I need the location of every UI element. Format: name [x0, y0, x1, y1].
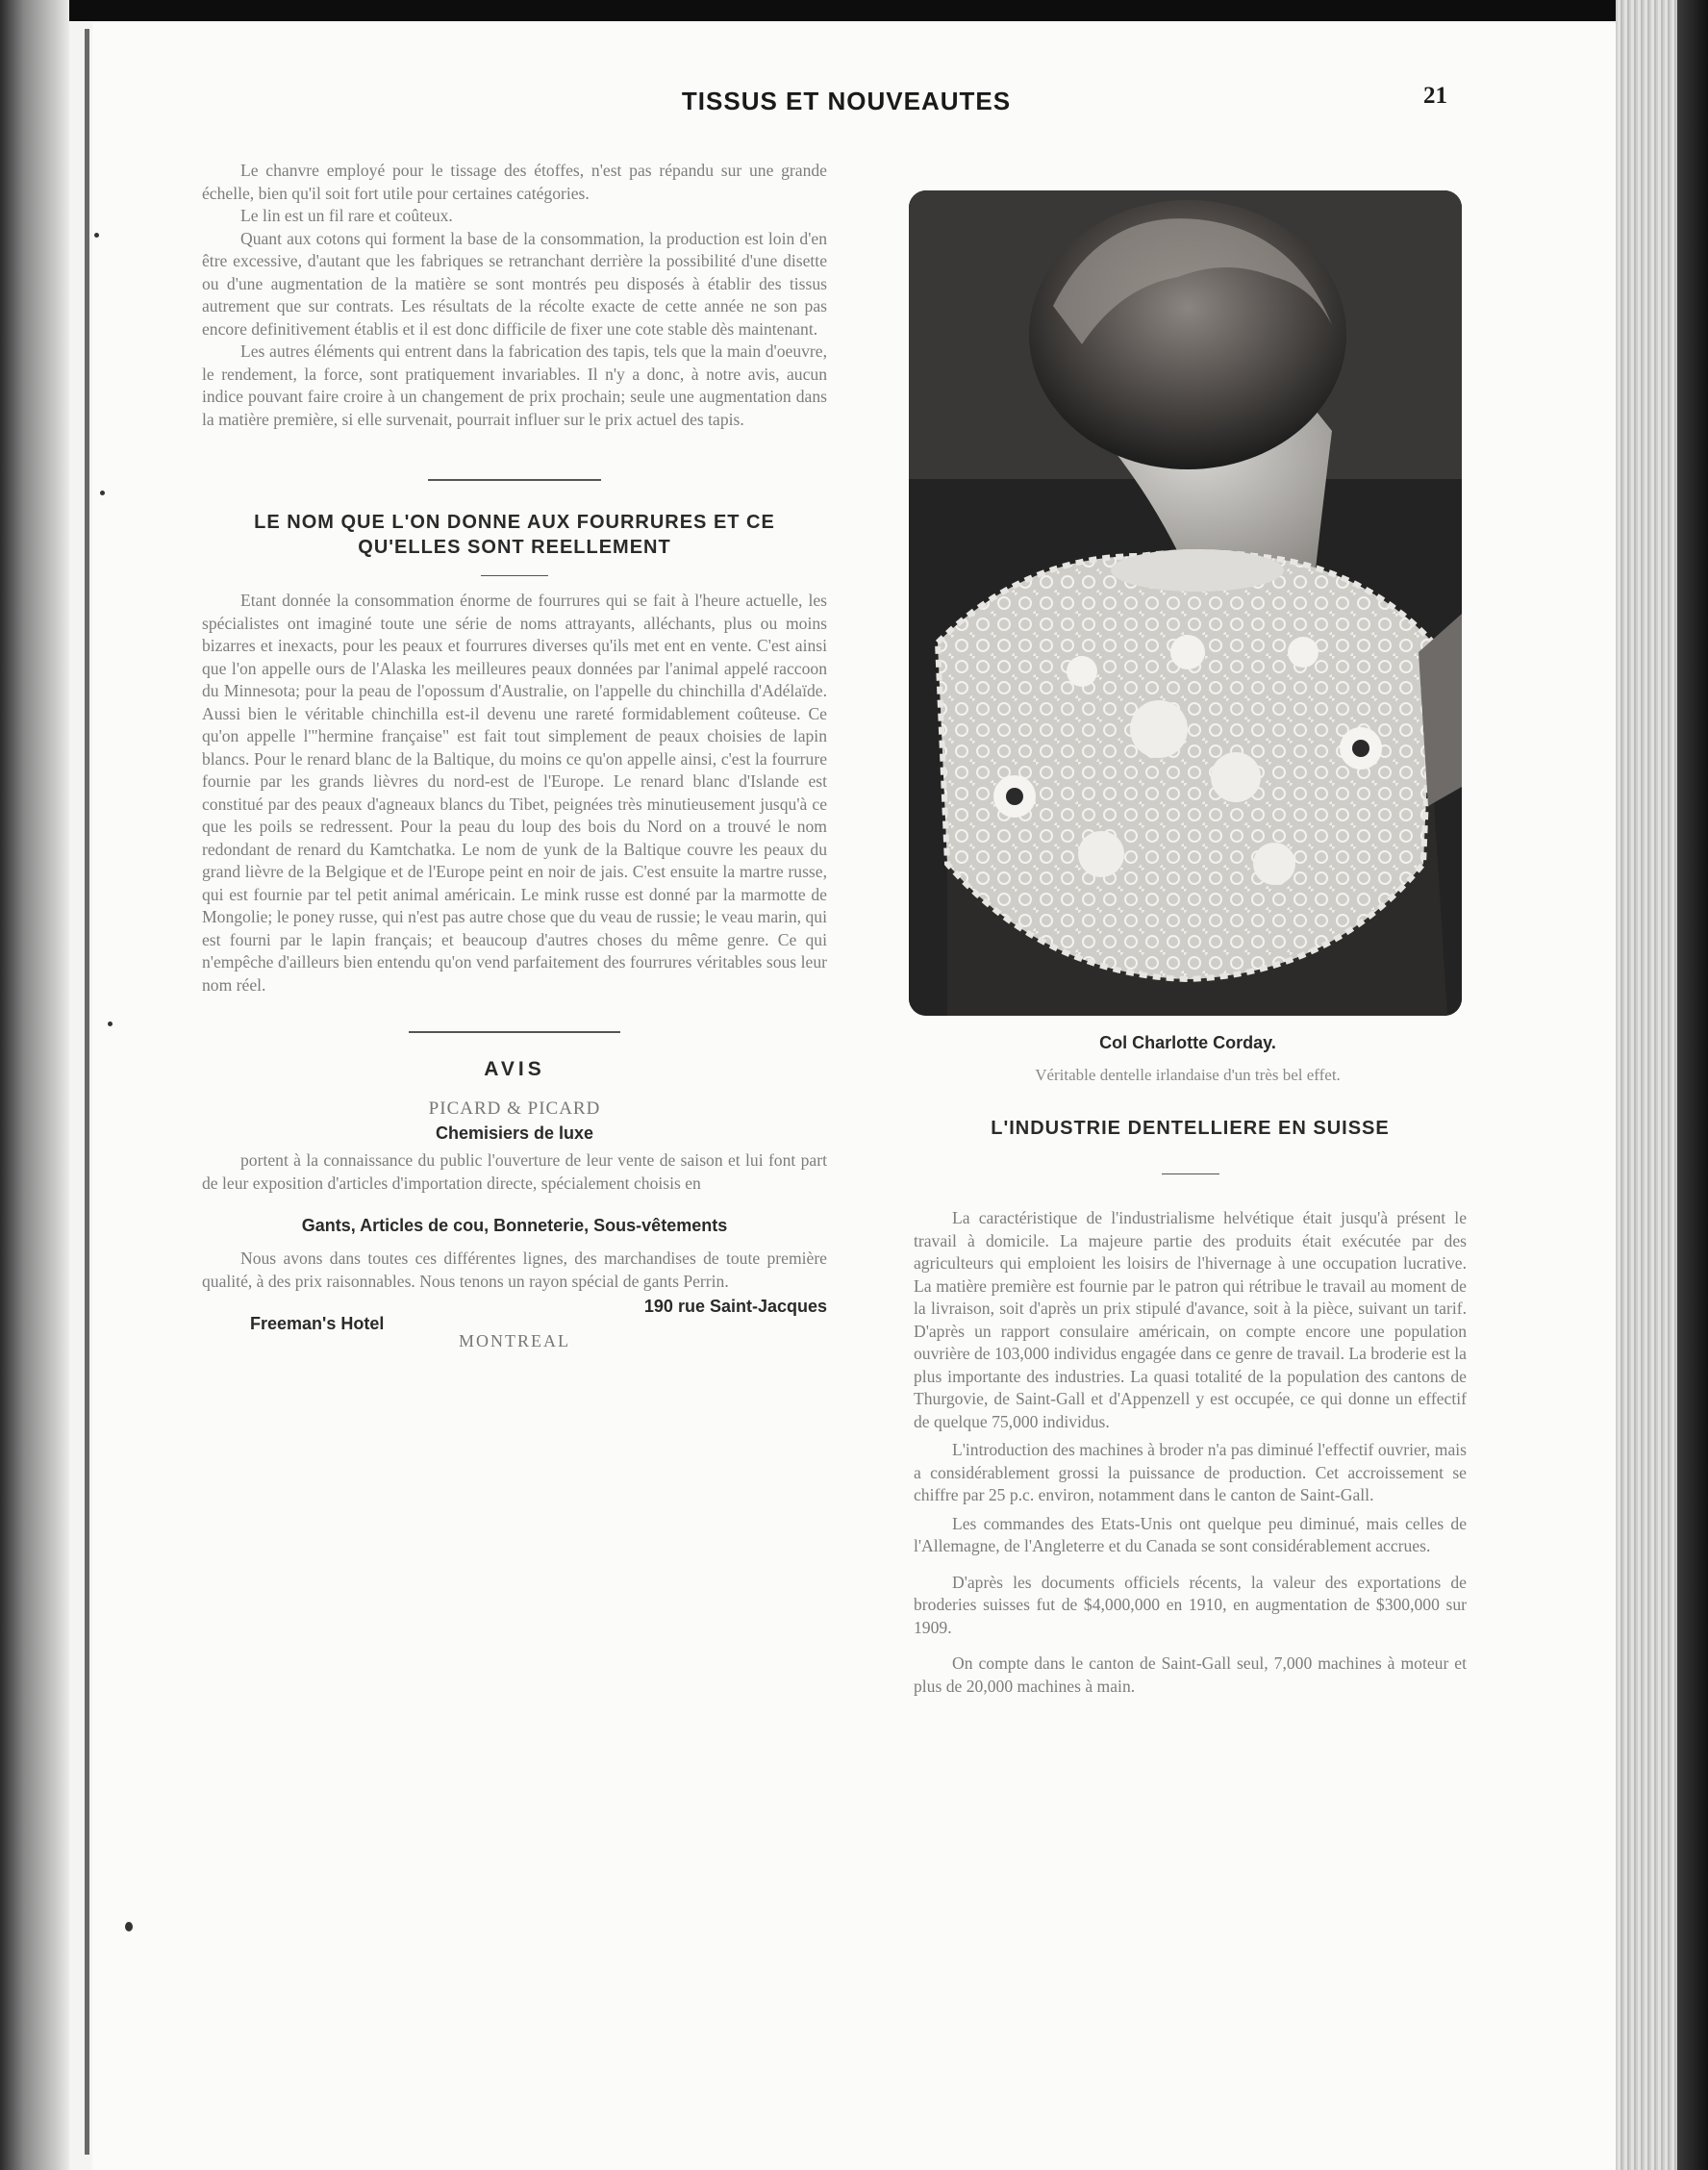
address-street: 190 rue Saint-Jacques — [643, 1297, 827, 1316]
avis-title: AVIS — [484, 1058, 545, 1080]
margin-mark — [94, 233, 99, 238]
avis-items: Gants, Articles de cou, Bonneterie, Sous-vêtements — [301, 1216, 728, 1235]
running-title: TISSUS ET NOUVEAUTES — [681, 87, 1012, 115]
gutter-shadow — [85, 29, 89, 2155]
paragraph: On compte dans le canton de Saint-Gall seul, 7,000 machines à moteur et plus de 20,000 machines à main. — [914, 1653, 1467, 1696]
lace-article-heading: L'INDUSTRIE DENTELLIERE EN SUISSE — [991, 1118, 1390, 1139]
section-divider — [428, 479, 601, 481]
fur-article-heading: LE NOM QUE L'ON DONNE AUX FOURRURES ET CE QU'ELLES SONT REELLEMENT — [254, 512, 775, 558]
paragraph: L'introduction des machines à broder n'a pas diminué l'effectif ouvrier, mais a considérablement grossi la puissance de production. Cet accroissement se chiffre par 25 p.c. environ, notamment dans le canton de Saint-Gall. — [914, 1440, 1467, 1504]
avis-subtitle: Chemisiers de luxe — [435, 1123, 594, 1143]
avis-body: Nous avons dans toutes ces différentes lignes, des marchandises de toute première qualité, à des prix raisonnables. Nous tenons un rayon spécial de gants Perrin. — [202, 1249, 827, 1291]
paragraph: Quant aux cotons qui forment la base de la consommation, la production est loin d'en être excessive, d'autant que les fabriques se retranchant derrière la possibilité d'une disette ou d'une augmentation de la matière se sont montrés peu disposés à établir des tissus autrement que sur contrats. Les résultats de la récolte exacte de cette année ne son pas encore definitivement établis et il est donc difficile de fixer une cote stable dès maintenant. — [202, 228, 827, 339]
margin-mark — [125, 1922, 133, 1931]
photo-illustration — [909, 190, 1462, 1016]
paragraph: Le chanvre employé pour le tissage des étoffes, n'est pas répandu sur une grande échelle, bien qu'il soit fort utile pour certaines catégories. — [202, 161, 827, 203]
avis-company: PICARD & PICARD — [428, 1098, 601, 1119]
photo-caption-subtitle: Véritable dentelle irlandaise d'un très bel effet. — [1035, 1066, 1341, 1084]
margin-mark — [108, 1022, 113, 1026]
scan-right-border — [1677, 0, 1708, 2170]
avis-address — [202, 1297, 827, 1337]
scan-top-border — [0, 0, 1708, 21]
margin-mark — [100, 491, 105, 495]
avis-city: MONTREAL — [459, 1331, 570, 1350]
paragraph: Le lin est un fil rare et coûteux. — [240, 206, 453, 225]
heading-underline — [481, 575, 548, 576]
page-number: 21 — [1423, 83, 1447, 109]
paragraph: La caractéristique de l'industrialisme helvétique était jusqu'à présent le travail à domicile. La majeure partie des produits était exécutée par des agriculteurs qui emploient les loisirs de l'hivernage à une occupation lucrative. La matière première est fournie par le patron qui rétribue le travail au moment de la livraison, soit d'après un prix stipulé d'avance, soit à la pièce, suivant un tarif. D'après un rapport consulaire américain, on compte encore une population ouvrière de 103,000 individus engagée dans ce genre de travail. La broderie est la plus importante des industries. La quasi totalité de la population des cantons de Thurgovie, de Saint-Gall et d'Appenzell y est occupée, ce qui donne un effectif de quelque 75,000 individus. — [914, 1208, 1467, 1431]
left-column — [202, 160, 827, 1351]
avis-intro: portent à la connaissance du public l'ouverture de leur vente de saison et lui font part de leur exposition d'articles d'importation directe, spécialement choisis en — [202, 1150, 827, 1193]
heading-underline — [1162, 1173, 1219, 1174]
lace-collar-photo — [909, 190, 1462, 1016]
paragraph: D'après les documents officiels récents, la valeur des exportations de broderies suisses fut de $4,000,000 en 1910, en augmentation de $300,000 sur 1909. — [914, 1572, 1467, 1637]
paragraph: Les commandes des Etats-Unis ont quelque peu diminué, mais celles de l'Allemagne, de l'Angleterre et du Canada se sont considérablement accrues. — [914, 1513, 1467, 1555]
book-spine — [0, 0, 69, 2170]
address-hotel: Freeman's Hotel — [250, 1314, 385, 1333]
photo-caption-title: Col Charlotte Corday. — [1099, 1033, 1276, 1052]
fur-article-body: Etant donnée la consommation énorme de fourrures qui se fait à l'heure actuelle, les spécialistes ont imaginé toute une série de noms attrayants, alléchants, plus ou moins bizarres et inexacts, pour les peaux et fourrures diverses qu'ils met ent en vente. C'est ainsi que l'on appelle ours de l'Alaska les meilleures peaux données par l'animal appelé raccoon du Minnesota; pour la peau de l'opossum d'Australie, on l'appelle du chinchilla d'Adélaïde. Aussi bien le véritable chinchilla est-il devenu une rareté formidablement coûteuse. Ce qu'on appelle l'"hermine française" est fait tout simplement de peaux choisies de lapin blancs. Pour le renard blanc de la Baltique, du moins ce qu'on appelle ainsi, c'est la fourrure fournie par les grands lièvres du nord-est de l'Europe. Le renard blanc d'Islande est constitué par des peaux d'agneaux blancs du Tibet, peignées très minutieusement jusqu'à ce que les poils se redressent. Pour la peau du loup des bois du Nord on a trouvé le nom redondant de renard du Kamtchatka. Le nom de yunk de la Baltique couvre les peaux du grand lièvre de la Belgique et de l'Europe peint en noir de jais. C'est ensuite la martre russe, qui est fournie par tel petit animal américain. Le mink russe est donné par la marmotte de Mongolie; le poney russe, qui n'est pas autre chose que du veau de russie; le veau marin, qui est fourni par le lapin français; et beaucoup d'autres choses du même genre. Ce qui n'empêche d'ailleurs bien entendu qu'on vend parfaitement des fourrures véritables sous leur nom réel. — [202, 591, 827, 995]
paragraph: Les autres éléments qui entrent dans la fabrication des tapis, tels que la main d'oeuvre, le rendement, la force, sont pratiquement invariables. Il n'y a donc, à notre avis, aucun indice pouvant faire croire à un changement de prix prochain; seule une augmentation dans la matière première, si elle survenait, pourrait influer sur le prix actuel des tapis. — [202, 341, 827, 429]
section-divider — [409, 1031, 620, 1033]
lace-article — [914, 1116, 1467, 1698]
